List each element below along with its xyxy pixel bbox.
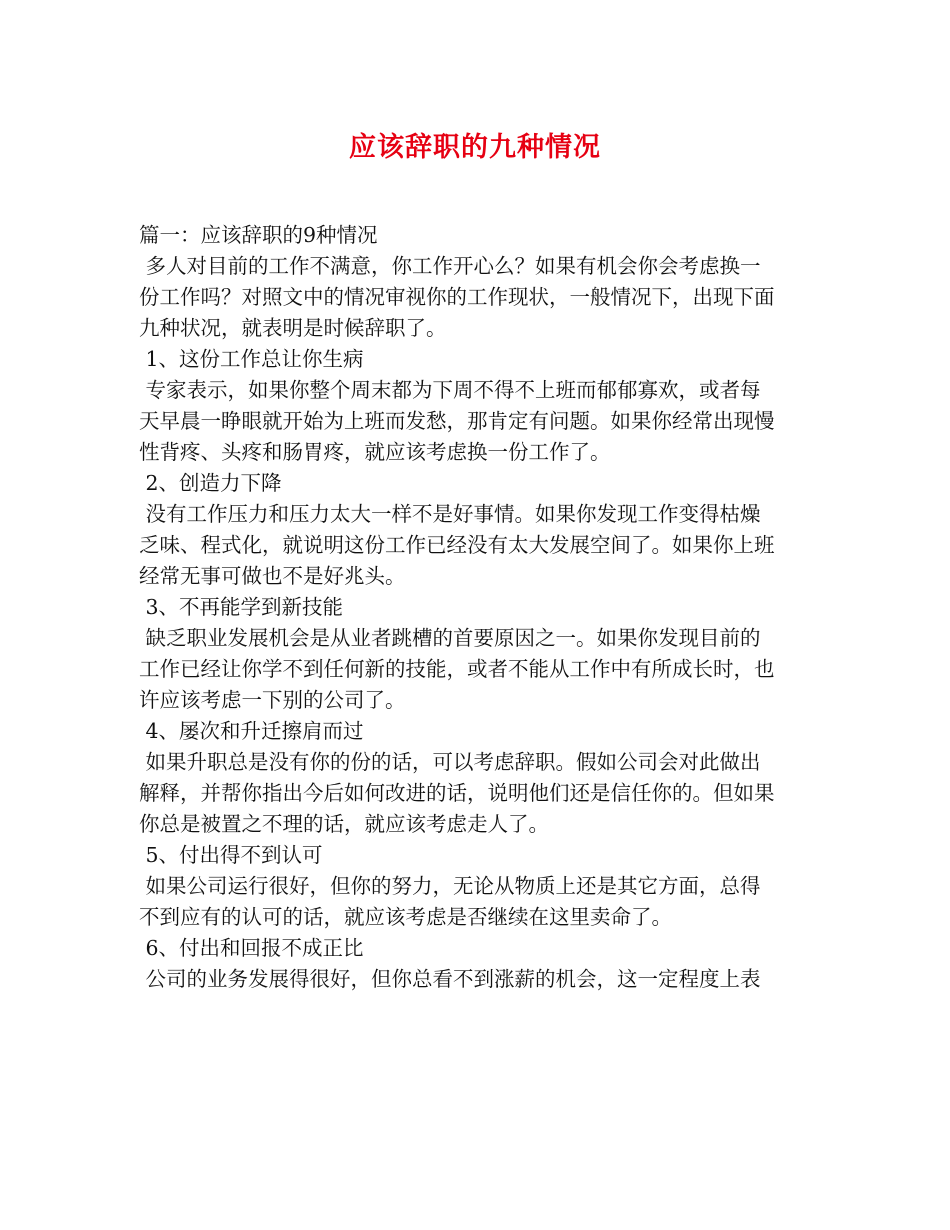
text-line: 如果公司运行很好，但你的努力，无论从物质上还是其它方面，总得 <box>139 874 761 898</box>
text-line: 专家表示，如果你整个周末都为下周不得不上班而郁郁寡欢，或者每 <box>139 378 761 402</box>
text-line: 没有工作压力和压力太大一样不是好事情。如果你发现工作变得枯燥 <box>139 502 761 526</box>
text-line: 5、付出得不到认可 <box>139 843 323 867</box>
text-line: 不到应有的认可的话，就应该考虑是否继续在这里卖命了。 <box>139 905 672 929</box>
text-line: 许应该考虑一下别的公司了。 <box>139 688 406 712</box>
text-line: 份工作吗？对照文中的情况审视你的工作现状，一般情况下，出现下面 <box>139 285 775 309</box>
text-line: 4、屡次和升迁擦肩而过 <box>139 719 364 743</box>
text-line: 3、不再能学到新技能 <box>139 595 344 619</box>
text-line: 解释，并帮你指出今后如何改进的话，说明他们还是信任你的。但如果 <box>139 781 775 805</box>
text-line: 1、这份工作总让你生病 <box>139 347 364 371</box>
document-title: 应该辞职的九种情况 <box>349 132 601 163</box>
text-line: 公司的业务发展得很好，但你总看不到涨薪的机会，这一定程度上表 <box>139 967 761 991</box>
text-line: 你总是被置之不理的话，就应该考虑走人了。 <box>139 812 549 836</box>
text-line: 性背疼、头疼和肠胃疼，就应该考虑换一份工作了。 <box>139 440 611 464</box>
text-line: 篇一：应该辞职的9种情况 <box>139 223 378 247</box>
text-line: 经常无事可做也不是好兆头。 <box>139 564 406 588</box>
text-line: 工作已经让你学不到任何新的技能，或者不能从工作中有所成长时，也 <box>139 657 775 681</box>
text-line: 乏味、程式化，就说明这份工作已经没有太大发展空间了。如果你上班 <box>139 533 775 557</box>
text-line: 如果升职总是没有你的份的话，可以考虑辞职。假如公司会对此做出 <box>139 750 761 774</box>
text-line: 6、付出和回报不成正比 <box>139 936 364 960</box>
text-line: 多人对目前的工作不满意，你工作开心么？如果有机会你会考虑换一 <box>139 254 761 278</box>
document-body <box>139 220 815 995</box>
text-line: 九种状况，就表明是时候辞职了。 <box>139 316 447 340</box>
text-line: 2、创造力下降 <box>139 471 282 495</box>
text-line: 缺乏职业发展机会是从业者跳槽的首要原因之一。如果你发现目前的 <box>139 626 761 650</box>
text-line: 天早晨一睁眼就开始为上班而发愁，那肯定有问题。如果你经常出现慢 <box>139 409 775 433</box>
